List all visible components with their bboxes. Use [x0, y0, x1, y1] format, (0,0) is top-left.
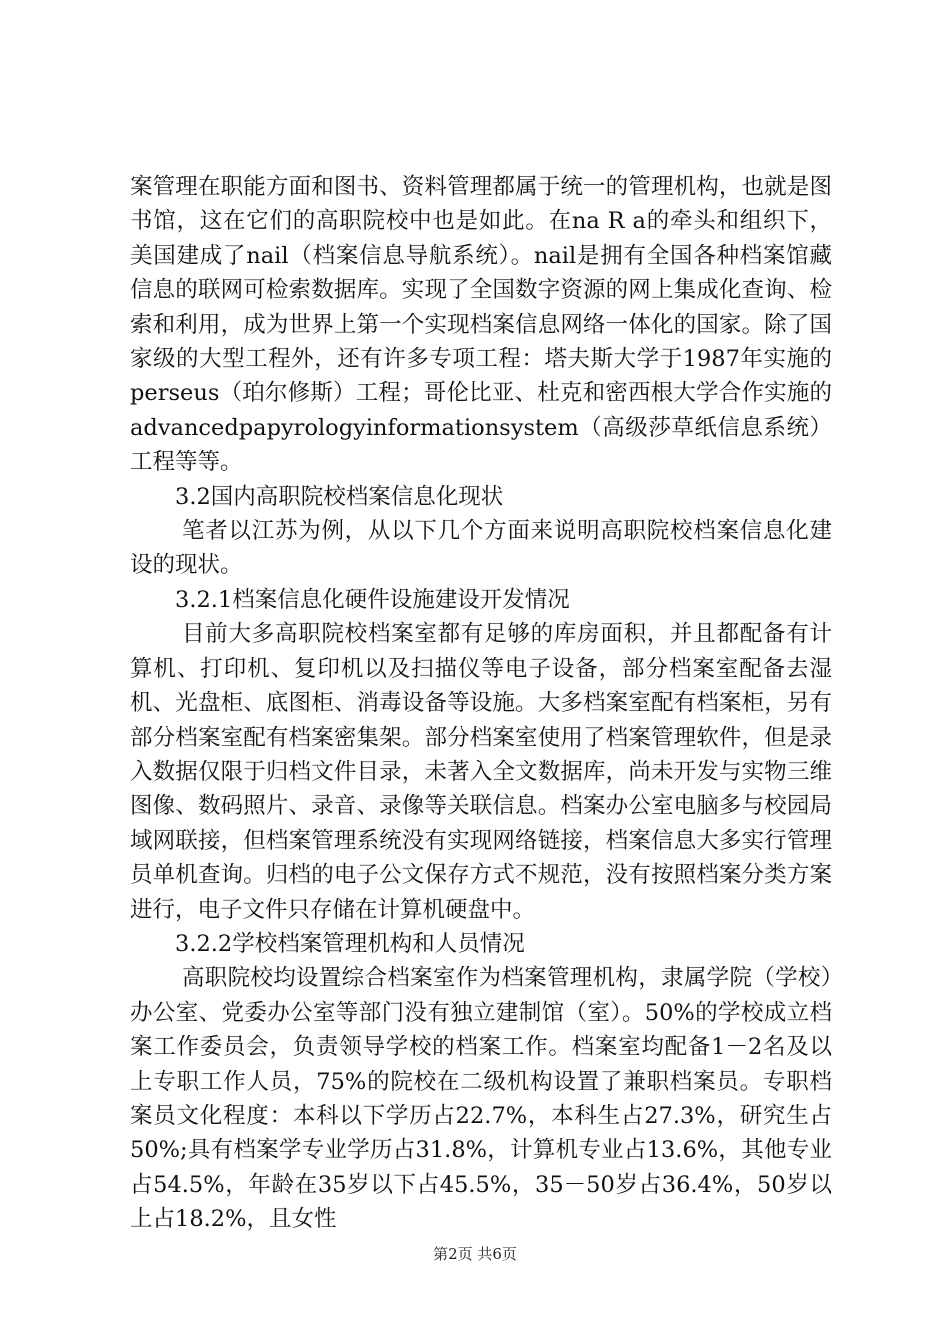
section-heading-3-2-1: 3.2.1档案信息化硬件设施建设开发情况 [175, 586, 570, 613]
document-body [130, 170, 832, 1237]
section-heading-3-2: 3.2国内高职院校档案信息化现状 [175, 483, 504, 510]
section-heading-3-2-2: 3.2.2学校档案管理机构和人员情况 [175, 930, 525, 957]
paragraph-continued: 案管理在职能方面和图书、资料管理都属于统一的管理机构，也就是图书馆，这在它们的高职院校中也是如此。在na R a的牵头和组织下，美国建成了nail（档案信息导航系统）。nail是拥有全国各种档案馆藏信息的联网可检索数据库。实现了全国数字资源的网上集成化查询、检索和利用，成为世界上第一个实现档案信息网络一体化的国家。除了国家级的大型工程外，还有许多专项工程：塔夫斯大学于1987年实施的perseus（珀尔修斯）工程；哥伦比亚、杜克和密西根大学合作实施的advancedpapyrologyinformationsystem（高级莎草纸信息系统）工程等等。 [130, 174, 832, 476]
page-number-footer: 第2页 共6页 [433, 1245, 517, 1263]
paragraph: 高职院校均设置综合档案室作为档案管理机构，隶属学院（学校）办公室、党委办公室等部门没有独立建制馆（室）。50%的学校成立档案工作委员会，负责领导学校的档案工作。档案室均配备1－2名及以上专职工作人员，75%的院校在二级机构设置了兼职档案员。专职档案员文化程度：本科以下学历占22.7%，本科生占27.3%，研究生占50%;具有档案学专业学历占31.8%，计算机专业占13.6%，其他专业占54.5%，年龄在35岁以下占45.5%，35－50岁占36.4%，50岁以上占18.2%，且女性 [130, 965, 832, 1233]
paragraph: 笔者以江苏为例，从以下几个方面来说明高职院校档案信息化建设的现状。 [130, 518, 832, 579]
paragraph: 目前大多高职院校档案室都有足够的库房面积，并且都配备有计算机、打印机、复印机以及扫描仪等电子设备，部分档案室配备去湿机、光盘柜、底图柜、消毒设备等设施。大多档案室配有档案柜，另有部分档案室配有档案密集架。部分档案室使用了档案管理软件，但是录入数据仅限于归档文件目录，未著入全文数据库，尚未开发与实物三维图像、数码照片、录音、录像等关联信息。档案办公室电脑多与校园局域网联接，但档案管理系统没有实现网络链接，档案信息大多实行管理员单机查询。归档的电子公文保存方式不规范，没有按照档案分类方案进行，电子文件只存储在计算机硬盘中。 [130, 621, 832, 923]
